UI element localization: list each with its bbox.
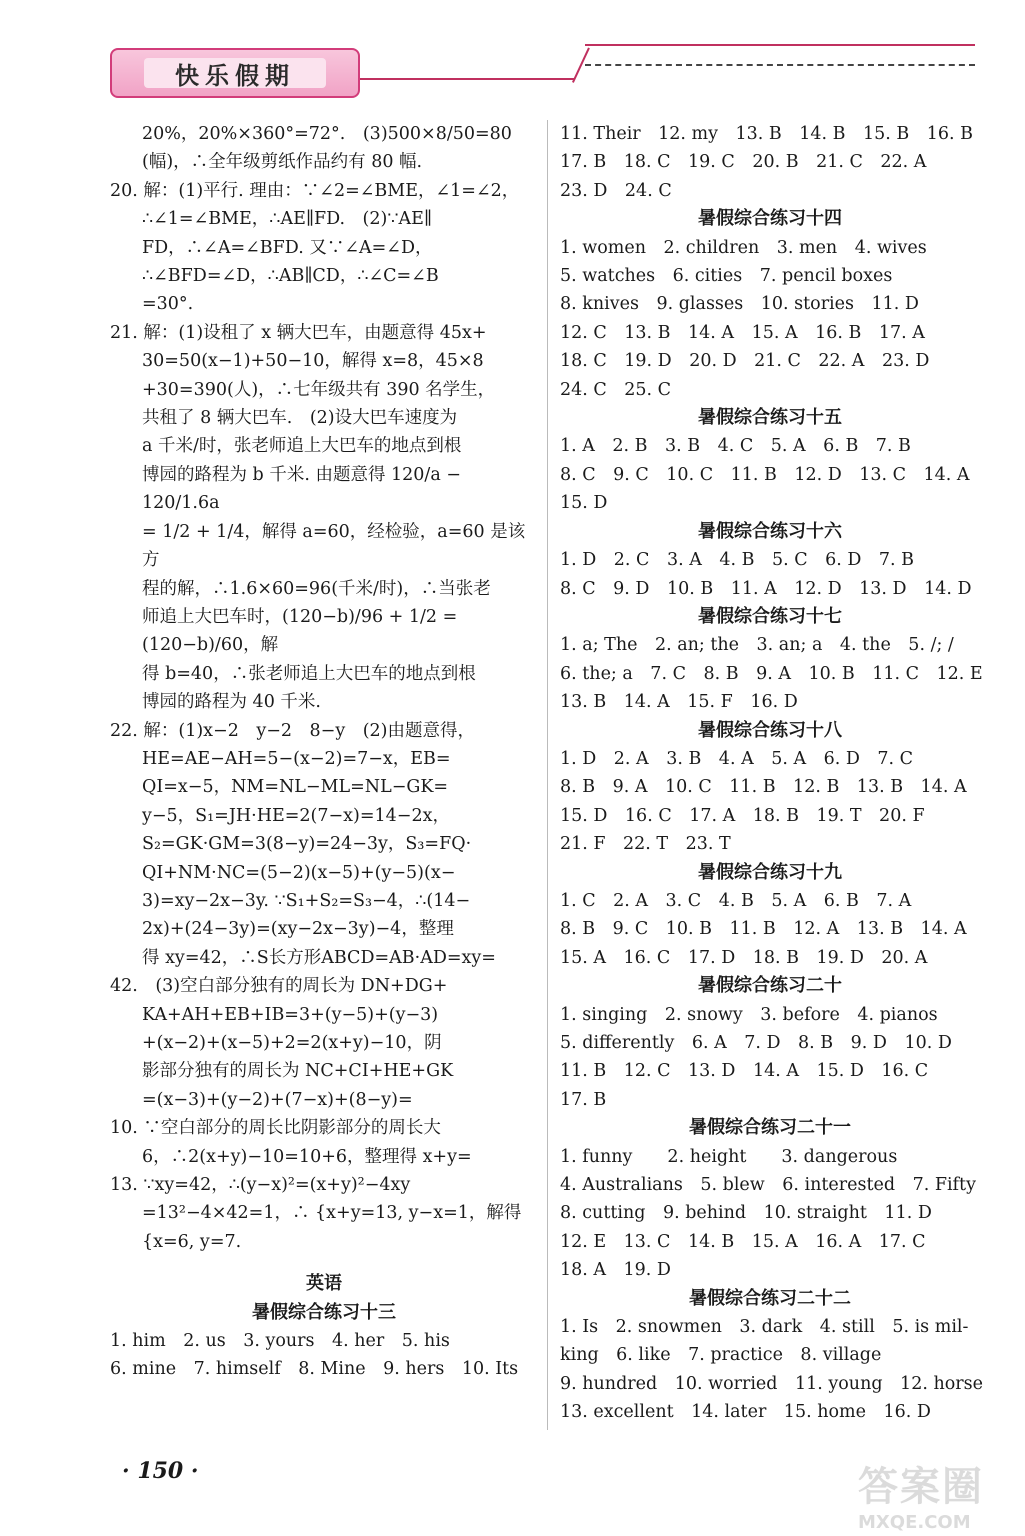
- answer-row: 18. A 19. D: [560, 1260, 671, 1281]
- solution-line: 2x)+(24−3y)=(xy−2x−3y)−4，整理: [142, 919, 454, 940]
- header-badge: [110, 48, 360, 98]
- math-solutions: [110, 120, 538, 1256]
- solution-line: 21. 解：(1)设租了 x 辆大巴车，由题意得 45x+: [110, 322, 487, 343]
- solution-line: {x=6, y=7.: [142, 1231, 242, 1252]
- solution-line: 共租了 8 辆大巴车. (2)设大巴车速度为: [142, 408, 458, 429]
- header-rule: [360, 78, 575, 80]
- right-column: [560, 120, 983, 1427]
- watermark-url: MXQE.COM: [858, 1512, 971, 1533]
- solution-line: =(x−3)+(y−2)+(7−x)+(8−y)=: [142, 1089, 413, 1110]
- solution-line: a 千米/时，张老师追上大巴车的地点到根: [142, 436, 462, 457]
- solution-line: 20%，20%×360°=72°. (3)500×8/50=80: [142, 124, 512, 144]
- solution-line: 20. 解：(1)平行. 理由：∵∠2=∠BME，∠1=∠2，: [110, 180, 520, 201]
- solution-line: 3)=xy−2x−3y. ∵S₁+S₂=S₃−4，∴(14−: [142, 890, 471, 911]
- answer-row: 8. B 9. A 10. C 11. B 12. B 13. B 14. A: [560, 777, 967, 798]
- answer-row: 18. C 19. D 20. D 21. C 22. A 23. D: [560, 351, 930, 372]
- answer-row: 8. knives 9. glasses 10. stories 11. D: [560, 294, 919, 315]
- left-column: [110, 120, 538, 1384]
- solution-line: 42. (3)空白部分独有的周长为 DN+DG+: [110, 976, 448, 997]
- english-section-title: 英语: [306, 1273, 342, 1295]
- answer-row: 1. D 2. C 3. A 4. B 5. C 6. D 7. B: [560, 550, 915, 571]
- solution-line: 6，∴2(x+y)−10=10+6，整理得 x+y=: [142, 1146, 472, 1167]
- solution-line: 师追上大巴车时，(120−b)/96 + 1/2 = (120−b)/60，解: [142, 606, 458, 656]
- solution-line: 22. 解：(1)x−2 y−2 8−y (2)由题意得，: [110, 720, 476, 741]
- answer-row: 11. B 12. C 13. D 14. A 15. D 16. C: [560, 1061, 929, 1082]
- exercise-title: 暑假综合练习二十一: [689, 1117, 851, 1139]
- answer-row: 6. mine 7. himself 8. Mine 9. hers 10. Its: [110, 1359, 519, 1380]
- exercise-title: 暑假综合练习十九: [698, 861, 842, 883]
- header-badge-text: 快乐假期: [144, 58, 326, 88]
- solution-line: 得 b=40，∴张老师追上大巴车的地点到根: [142, 663, 476, 684]
- solution-line: S₂=GK·GM=3(8−y)=24−3y，S₃=FQ·: [142, 834, 472, 855]
- exercise-title: 暑假综合练习十八: [698, 719, 842, 741]
- page-number: · 150 ·: [122, 1458, 199, 1484]
- solution-line: ∴∠BFD=∠D，∴AB∥CD，∴∠C=∠B: [142, 266, 439, 287]
- solution-line: =13²−4×42=1，∴ {x+y=13, y−x=1，解得: [142, 1203, 522, 1224]
- exercise-title: 暑假综合练习十六: [698, 520, 842, 542]
- answer-row: 17. B: [560, 1089, 607, 1110]
- answer-row: 24. C 25. C: [560, 379, 672, 400]
- solution-line: (幅)，∴全年级剪纸作品约有 80 幅.: [142, 152, 423, 173]
- answer-row: 23. D 24. C: [560, 180, 672, 201]
- answer-row: 12. E 13. C 14. B 15. A 16. A 17. C: [560, 1231, 926, 1252]
- answer-row: 8. C 9. D 10. B 11. A 12. D 13. D 14. D: [560, 578, 972, 599]
- answer-row: 8. cutting 9. behind 10. straight 11. D: [560, 1203, 932, 1224]
- answer-row: 11. Their 12. my 13. B 14. B 15. B 16. B: [560, 124, 974, 144]
- answer-row: 9. hundred 10. worried 11. young 12. horse: [560, 1373, 983, 1394]
- solution-line: 影部分独有的周长为 NC+CI+HE+GK: [142, 1061, 454, 1082]
- answer-row: 1. him 2. us 3. yours 4. her 5. his: [110, 1331, 450, 1352]
- answer-row: 17. B 18. C 19. C 20. B 21. C 22. A: [560, 152, 927, 173]
- answer-row: king 6. like 7. practice 8. village: [560, 1345, 882, 1366]
- answer-row: 13. B 14. A 15. F 16. D: [560, 692, 798, 713]
- answer-row: 13. excellent 14. later 15. home 16. D: [560, 1402, 931, 1423]
- answer-row: 1. A 2. B 3. B 4. C 5. A 6. B 7. B: [560, 436, 911, 457]
- exercise-title: 暑假综合练习二十: [698, 975, 842, 997]
- header-top-rule: [585, 44, 975, 46]
- solution-line: 博园的路程为 40 千米.: [142, 692, 321, 713]
- answer-row: 15. A 16. C 17. D 18. B 19. D 20. A: [560, 947, 928, 968]
- exercise-title: 暑假综合练习十七: [698, 605, 842, 627]
- solution-line: ∴∠1=∠BME，∴AE∥FD. (2)∵AE∥: [142, 209, 432, 230]
- exercise-title: 暑假综合练习十四: [698, 208, 842, 230]
- watermark-text: 答案圈: [858, 1464, 984, 1510]
- solution-line: HE=AE−AH=5−(x−2)=7−x，EB=: [142, 748, 451, 769]
- solution-line: 10. ∵空白部分的周长比阴影部分的周长大: [110, 1118, 441, 1139]
- answer-row: 15. D: [560, 493, 608, 514]
- answer-row: 1. a; The 2. an; the 3. an; a 4. the 5. /; /: [560, 635, 954, 656]
- answer-row: 1. singing 2. snowy 3. before 4. pianos: [560, 1004, 938, 1025]
- answer-row: 21. F 22. T 23. T: [560, 834, 731, 855]
- solution-line: 程的解，∴1.6×60=96(千米/时)，∴当张老: [142, 578, 491, 599]
- solution-line: +30=390(人)，∴七年级共有 390 名学生，: [142, 379, 496, 400]
- solution-line: QI+NM·NC=(5−2)(x−5)+(y−5)(x−: [142, 862, 456, 883]
- exercise-13-title: 暑假综合练习十三: [252, 1301, 396, 1323]
- solution-line: y−5，S₁=JH·HE=2(7−x)=14−2x，: [142, 805, 450, 826]
- solution-line: +(x−2)+(x−5)+2=2(x+y)−10，阴: [142, 1033, 442, 1053]
- solution-line: QI=x−5，NM=NL−ML=NL−GK=: [142, 777, 449, 798]
- header-dashed-rule: [585, 64, 975, 66]
- answer-row: 1. Is 2. snowmen 3. dark 4. still 5. is mil-: [560, 1317, 969, 1338]
- answer-row: 4. Australians 5. blew 6. interested 7. Fifty: [560, 1175, 976, 1196]
- answer-row: 8. B 9. C 10. B 11. B 12. A 13. B 14. A: [560, 919, 967, 940]
- answer-row: 5. differently 6. A 7. D 8. B 9. D 10. D: [560, 1033, 952, 1053]
- column-divider: [547, 120, 548, 1430]
- solution-line: FD，∴∠A=∠BFD. 又∵∠A=∠D，: [142, 237, 433, 258]
- solution-line: 30=50(x−1)+50−10，解得 x=8，45×8: [142, 351, 484, 372]
- exercise-title: 暑假综合练习十五: [698, 407, 842, 429]
- exercise-title: 暑假综合练习二十二: [689, 1287, 851, 1309]
- answer-row: 1. C 2. A 3. C 4. B 5. A 6. B 7. A: [560, 890, 912, 911]
- answer-row: 1. women 2. children 3. men 4. wives: [560, 237, 927, 258]
- watermark: [858, 1455, 1006, 1533]
- answer-row: 15. D 16. C 17. A 18. B 19. T 20. F: [560, 805, 925, 826]
- solution-line: = 1/2 + 1/4，解得 a=60，经检验，a=60 是该方: [142, 521, 526, 571]
- english-answers: [560, 120, 983, 1427]
- solution-line: 13. ∵xy=42，∴(y−x)²=(x+y)²−4xy: [110, 1175, 411, 1196]
- answer-row: 12. C 13. B 14. A 15. A 16. B 17. A: [560, 322, 925, 343]
- solution-line: 得 xy=42，∴S长方形ABCD=AB·AD=xy=: [142, 947, 496, 968]
- answer-row: 1. D 2. A 3. B 4. A 5. A 6. D 7. C: [560, 748, 914, 769]
- answer-row: 5. watches 6. cities 7. pencil boxes: [560, 266, 893, 287]
- solution-line: 博园的路程为 b 千米. 由题意得 120/a − 120/1.6a: [142, 464, 461, 514]
- answer-row: 1. funny 2. height 3. dangerous: [560, 1146, 898, 1167]
- solution-line: =30°.: [142, 294, 194, 315]
- solution-line: KA+AH+EB+IB=3+(y−5)+(y−3): [142, 1004, 439, 1025]
- answer-row: 6. the; a 7. C 8. B 9. A 10. B 11. C 12. E: [560, 663, 983, 684]
- answer-row: 8. C 9. C 10. C 11. B 12. D 13. C 14. A: [560, 464, 970, 485]
